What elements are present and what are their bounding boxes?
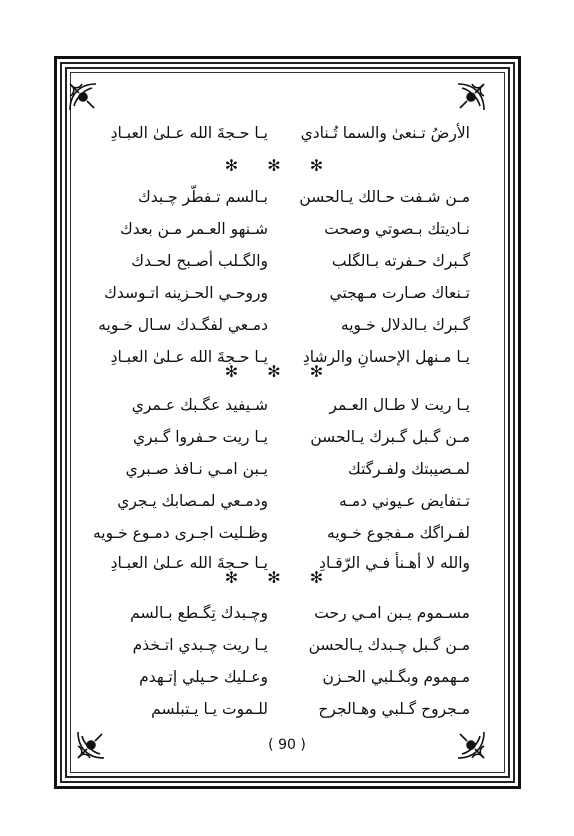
- poem-line: [80, 694, 480, 724]
- poem-line: [80, 518, 480, 548]
- hemistich-first: والله لا أهـنأ فـي الرّقـادِ: [319, 554, 470, 572]
- hemistich-second: يـا ريت حـفروا گـبري: [133, 428, 268, 446]
- floral-corner-icon: [454, 80, 488, 114]
- hemistich-second: وروحـي الحـزينه اتـوسدك: [104, 284, 268, 302]
- star-separator: ✻ ✻ ✻: [224, 362, 336, 381]
- hemistich-second: يـا حـجةَ الله عـلىٰ العبـادِ: [110, 124, 268, 142]
- hemistich-second: شـنهو العـمر مـن بعدك: [119, 220, 268, 238]
- poem-line: [80, 118, 480, 148]
- poem-line: [80, 662, 480, 692]
- poem-line: [80, 310, 480, 340]
- star-separator: ✻ ✻ ✻: [224, 156, 336, 175]
- poem-line: [80, 278, 480, 308]
- hemistich-second: شـيفيد عگـبك عـمري: [131, 396, 268, 414]
- poem-line: [80, 390, 480, 420]
- poem-line: [80, 454, 480, 484]
- hemistich-first: يـا مـنهل الإحسانِ والرشادِ: [302, 348, 470, 366]
- hemistich-first: مـهموم وبگـلبي الحـزن: [322, 668, 470, 686]
- hemistich-first: نـاديتك بـصوتي وصحت: [324, 220, 470, 238]
- hemistich-first: گـبرك حـفرته بـالگلب: [331, 252, 470, 270]
- hemistich-first: مـن گـبل چـبدك يـالحسن: [308, 636, 470, 654]
- hemistich-second: وظـليت اجـرى دمـوع خـويه: [92, 524, 268, 542]
- poem-line: [80, 246, 480, 276]
- poem-line: [80, 422, 480, 452]
- hemistich-first: مـن شـفت حـالك يـالحسن: [299, 188, 470, 206]
- hemistich-second: والگـلب أصـبح لحـدك: [131, 252, 268, 270]
- hemistich-first: تـنعاك صـارت مـهجتي: [329, 284, 470, 302]
- hemistich-second: يـا حـجةَ الله عـلىٰ العبـادِ: [110, 348, 268, 366]
- hemistich-first: مسـموم يـبن امـي رحت: [314, 604, 470, 622]
- page-number: ( 90 ): [268, 737, 306, 753]
- hemistich-second: وچـبدك تِگـطع بـالسم: [130, 604, 268, 622]
- hemistich-first: مـن گـبل گـبرك يـالحسن: [310, 428, 470, 446]
- hemistich-second: يـا ريت چـبدي اتـخذم: [132, 636, 268, 654]
- hemistich-second: بـالسم تـفطّر چـبدك: [138, 188, 268, 206]
- poem-line: [80, 598, 480, 628]
- hemistich-second: ودمـعي لمـصابك يـجري: [117, 492, 268, 510]
- hemistich-first: يـا ريت لا طـال العـمر: [329, 396, 470, 414]
- hemistich-second: دمـعي لفگـدك سـال خـويه: [98, 316, 268, 334]
- hemistich-first: لمـصيبتك ولفـرگتك: [348, 460, 470, 478]
- hemistich-second: وعـليك حـيلي إتـهدم: [139, 668, 268, 686]
- floral-corner-icon: [66, 80, 100, 114]
- star-separator: ✻ ✻ ✻: [224, 568, 336, 587]
- hemistich-first: گـبرك بـالدلال خـويه: [340, 316, 470, 334]
- hemistich-second: للـموت يـا يـتبلسم: [151, 700, 268, 718]
- hemistich-first: الأرضُ تـنعىٰ والسما تُـنادي: [300, 124, 470, 142]
- poem-line: [80, 214, 480, 244]
- poem-line: [80, 486, 480, 516]
- poem-line: [80, 182, 480, 212]
- hemistich-first: مـجروح گـلبي وهـالجرح: [318, 700, 470, 718]
- hemistich-second: يـا حـجةَ الله عـلىٰ العبـادِ: [110, 554, 268, 572]
- poem-line: [80, 630, 480, 660]
- hemistich-second: يـبن امـي نـافذ صـبري: [125, 460, 268, 478]
- hemistich-first: تـتفايض عـيوني دمـه: [338, 492, 470, 510]
- hemistich-first: لفـراگك مـفجوع خـويه: [327, 524, 470, 542]
